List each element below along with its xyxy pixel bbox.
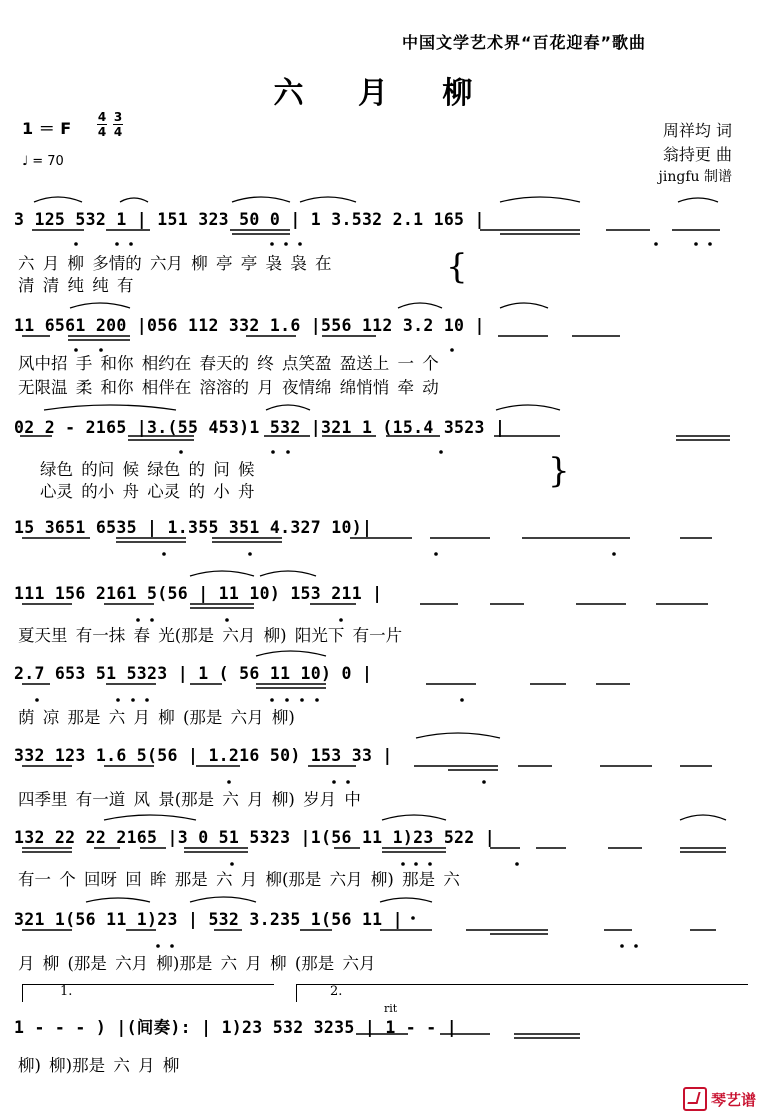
music-line-8: 132 22 22 2165 |3 0 51 5323 |1(56 11 1)23 522 | <box>14 828 495 847</box>
series-caption: 中国文学艺术界“百花迎春”歌曲 <box>402 33 647 52</box>
music-line-9: 321 1(56 11 1)23 | 532 3.235 1(56 11 | <box>14 910 403 929</box>
time-sig-a-numerator: 4 <box>97 110 107 124</box>
lyric-line-3b: 心灵 的小 舟 心灵 的 小 舟 <box>40 482 255 501</box>
lyric-line-10: 柳) 柳)那是 六 月 柳 <box>18 1056 180 1075</box>
music-line-6: 2.7 653 51 5323 | 1 ( 56 11 10) 0 | <box>14 664 373 683</box>
time-sig-a-denominator: 4 <box>97 125 107 139</box>
time-sig-b-numerator: 3 <box>113 110 123 124</box>
lyric-line-5: 夏天里 有一抹 春 光(那是 六月 柳) 阳光下 有一片 <box>18 626 403 645</box>
ritardando-mark: rit <box>384 1002 398 1015</box>
music-line-10: 1 - - - ) |(间奏): | 1)23 532 3235 | 1 - - | <box>14 1018 457 1037</box>
lyric-line-3a: 绿色 的问 候 绿色 的 问 候 <box>40 460 255 479</box>
key-signature: 1 ＝ F <box>22 119 72 138</box>
octave-dots <box>35 242 712 948</box>
lyric-line-8: 有一 个 回呀 回 眸 那是 六 月 柳(那是 六月 柳) 那是 六 <box>18 870 460 889</box>
time-sig-b-denominator: 4 <box>113 125 123 139</box>
music-line-4: 15 3651 6535 | 1.355 351 4.327 10)| <box>14 518 373 537</box>
lyric-line-7: 四季里 有一道 风 景(那是 六 月 柳) 岁月 中 <box>18 790 361 809</box>
song-title: 六 月 柳 <box>273 76 495 111</box>
music-line-5: 111 156 2161 5(56 | 11 10) 153 211 | <box>14 584 383 603</box>
watermark-text: 琴艺谱 <box>710 1090 756 1109</box>
beam-lines <box>20 230 730 1038</box>
volta-2-label: 2. <box>330 984 343 999</box>
composer-credit: 翁持更 曲 <box>662 145 732 164</box>
lyric-line-9: 月 柳 (那是 六月 柳)那是 六 月 柳 (那是 六月 <box>18 954 376 973</box>
lyricist-credit: 周祥均 词 <box>662 121 732 140</box>
lyric-line-1b: 清 清 纯 纯 有 <box>18 276 134 295</box>
watermark-logo-icon <box>683 1087 707 1111</box>
volta-1-label: 1. <box>60 984 73 999</box>
verse-brace-1: { <box>446 247 468 287</box>
slur-ties <box>34 197 726 902</box>
lyric-line-1a: 六 月 柳 多情的 六月 柳 亭 亭 袅 袅 在 <box>18 254 332 273</box>
music-line-2: 11 6561 200 |056 112 332 1.6 |556 112 3.2 10 | <box>14 316 485 335</box>
tempo-marking: ♩ = 70 <box>22 154 64 169</box>
music-line-1: 3 125 532 1 | 151 323 50 0 | 1 3.532 2.1 165 | <box>14 210 485 229</box>
lyric-line-6: 荫 凉 那是 六 月 柳 (那是 六月 柳) <box>18 708 295 727</box>
lyric-line-2a: 风中招 手 和你 相约在 春天的 终 点笑盈 盈送上 一 个 <box>18 354 439 373</box>
arranger-credit: jingfu 制谱 <box>658 169 732 185</box>
music-line-3: 02 2 - 2165 |3.(55 453)1 532 |321 1 (15.4 3523 | <box>14 418 506 437</box>
lyric-line-2b: 无限温 柔 和你 相伴在 溶溶的 月 夜情绵 绵悄悄 牵 动 <box>18 378 439 397</box>
site-watermark <box>683 1087 756 1111</box>
music-line-7: 332 123 1.6 5(56 | 1.216 50) 153 33 | <box>14 746 393 765</box>
verse-brace-3: } <box>548 451 570 491</box>
